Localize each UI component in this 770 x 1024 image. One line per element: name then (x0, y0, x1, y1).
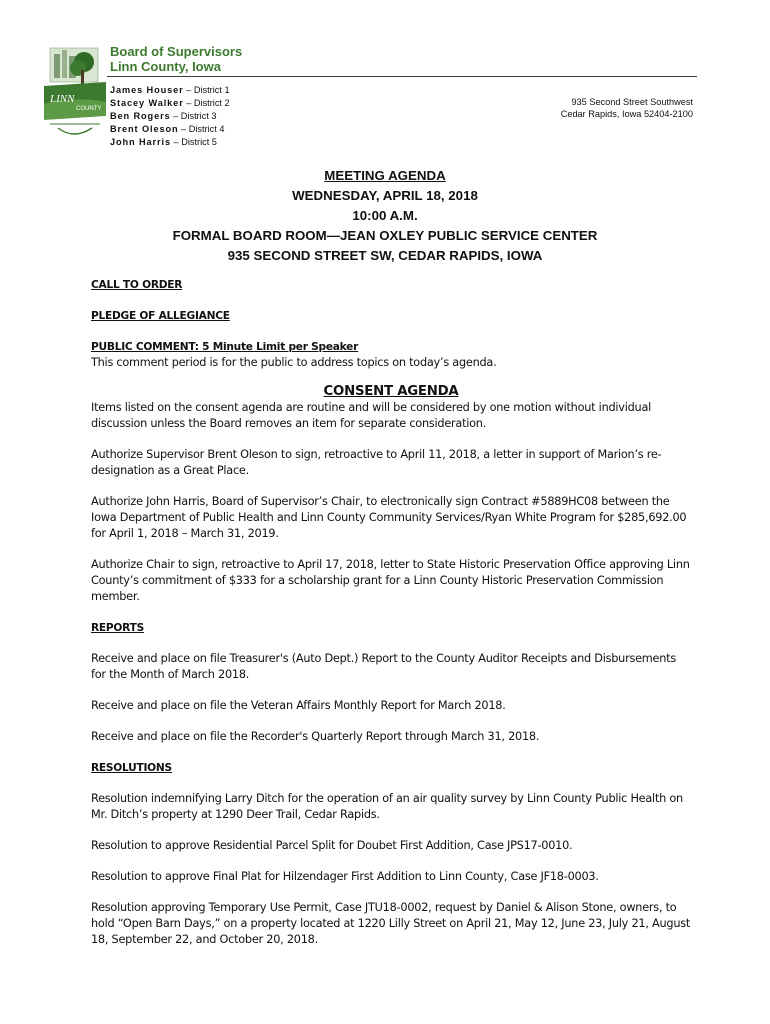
agenda-heading (0, 166, 770, 266)
org-name: Board of Supervisors (110, 44, 243, 59)
member-row: Ben Rogers – District 3 (110, 111, 217, 121)
report-item: Receive and place on file the Recorder's Quarterly Report through March 31, 2018. (91, 730, 540, 743)
svg-text:COUNTY: COUNTY (76, 106, 102, 112)
org-county: Linn County, Iowa (110, 59, 221, 74)
member-name: James Houser (110, 85, 184, 95)
member-row: Brent Oleson – District 4 (110, 124, 225, 134)
meeting-room: FORMAL BOARD ROOM—JEAN OXLEY PUBLIC SERVICE CENTER (172, 228, 598, 243)
consent-item: Authorize Supervisor Brent Oleson to sign, retroactive to April 11, 2018, a letter in support of Marion’s re-designation as a Great Place. (91, 448, 662, 477)
supervisor-list (110, 84, 230, 149)
address-street: 935 Second Street Southwest (571, 97, 693, 107)
meeting-location: 935 SECOND STREET SW, CEDAR RAPIDS, IOWA (227, 248, 543, 263)
member-row: Stacey Walker – District 2 (110, 98, 230, 108)
member-name: Ben Rogers (110, 111, 171, 121)
member-name: Brent Oleson (110, 124, 179, 134)
member-district: District 4 (188, 124, 225, 134)
agenda-body (91, 277, 691, 948)
member-district: District 5 (181, 137, 217, 147)
resolution-item: Resolution to approve Final Plat for Hilzendager First Addition to Linn County, Case JF18-0003. (91, 870, 599, 883)
consent-item: Authorize John Harris, Board of Supervisor’s Chair, to electronically sign Contract #5889HC08 between the Iowa Department of Public Health and Linn County Community Services/Ryan White Program for $285,692.00 for April 1, 2018 – March 31, 2019. (91, 495, 687, 540)
resolution-item: Resolution to approve Residential Parcel Split for Doubet First Addition, Case JPS17-0010. (91, 839, 573, 852)
member-row: John Harris – District 5 (110, 137, 217, 147)
member-district: District 2 (193, 98, 230, 108)
linn-county-logo (44, 44, 106, 144)
consent-agenda-heading: CONSENT AGENDA (323, 384, 459, 399)
board-title (110, 44, 242, 74)
consent-intro: Items listed on the consent agenda are routine and will be considered by one motion without individual discussion unless the Board removes an item for separate consideration. (91, 401, 652, 430)
report-item: Receive and place on file Treasurer's (Auto Dept.) Report to the County Auditor Receipts and Disbursements for the Month of March 2018. (91, 652, 676, 681)
meeting-date: WEDNESDAY, APRIL 18, 2018 (292, 188, 478, 203)
member-district: District 3 (180, 111, 217, 121)
pledge-heading: PLEDGE OF ALLEGIANCE (91, 310, 230, 322)
member-row: James Houser – District 1 (110, 85, 230, 95)
consent-item: Authorize Chair to sign, retroactive to April 17, 2018, letter to State Historic Preservation Office approving Linn County’s commitment of $333 for a scholarship grant for a Linn County Historic Preservation Commission member. (91, 558, 690, 603)
meeting-time: 10:00 A.M. (352, 208, 418, 223)
public-comment-text: This comment period is for the public to address topics on today’s agenda. (91, 356, 497, 369)
header-divider (107, 76, 697, 77)
call-to-order-heading: CALL TO ORDER (91, 279, 183, 291)
svg-text:LINN: LINN (50, 93, 75, 105)
agenda-title: MEETING AGENDA (324, 168, 446, 183)
office-address (561, 97, 693, 120)
resolution-item: Resolution indemnifying Larry Ditch for the operation of an air quality survey by Linn County Public Health on Mr. Ditch’s property at 1290 Deer Trail, Cedar Rapids. (91, 792, 683, 821)
public-comment-heading: PUBLIC COMMENT: 5 Minute Limit per Speaker (91, 341, 359, 353)
reports-heading: REPORTS (91, 622, 144, 634)
address-city: Cedar Rapids, Iowa 52404-2100 (560, 108, 693, 119)
report-item: Receive and place on file the Veteran Affairs Monthly Report for March 2018. (91, 699, 506, 712)
resolutions-heading: RESOLUTIONS (91, 762, 172, 774)
member-district: District 1 (193, 85, 230, 95)
member-name: John Harris (110, 137, 171, 147)
member-name: Stacey Walker (110, 98, 184, 108)
resolution-item: Resolution approving Temporary Use Permit, Case JTU18-0002, request by Daniel & Alison Stone, owners, to hold “Open Barn Days,” on a property located at 1220 Lilly Street on April 21, May 12, June 23, July 21, August 18, September 22, and October 20, 2018. (91, 901, 691, 946)
